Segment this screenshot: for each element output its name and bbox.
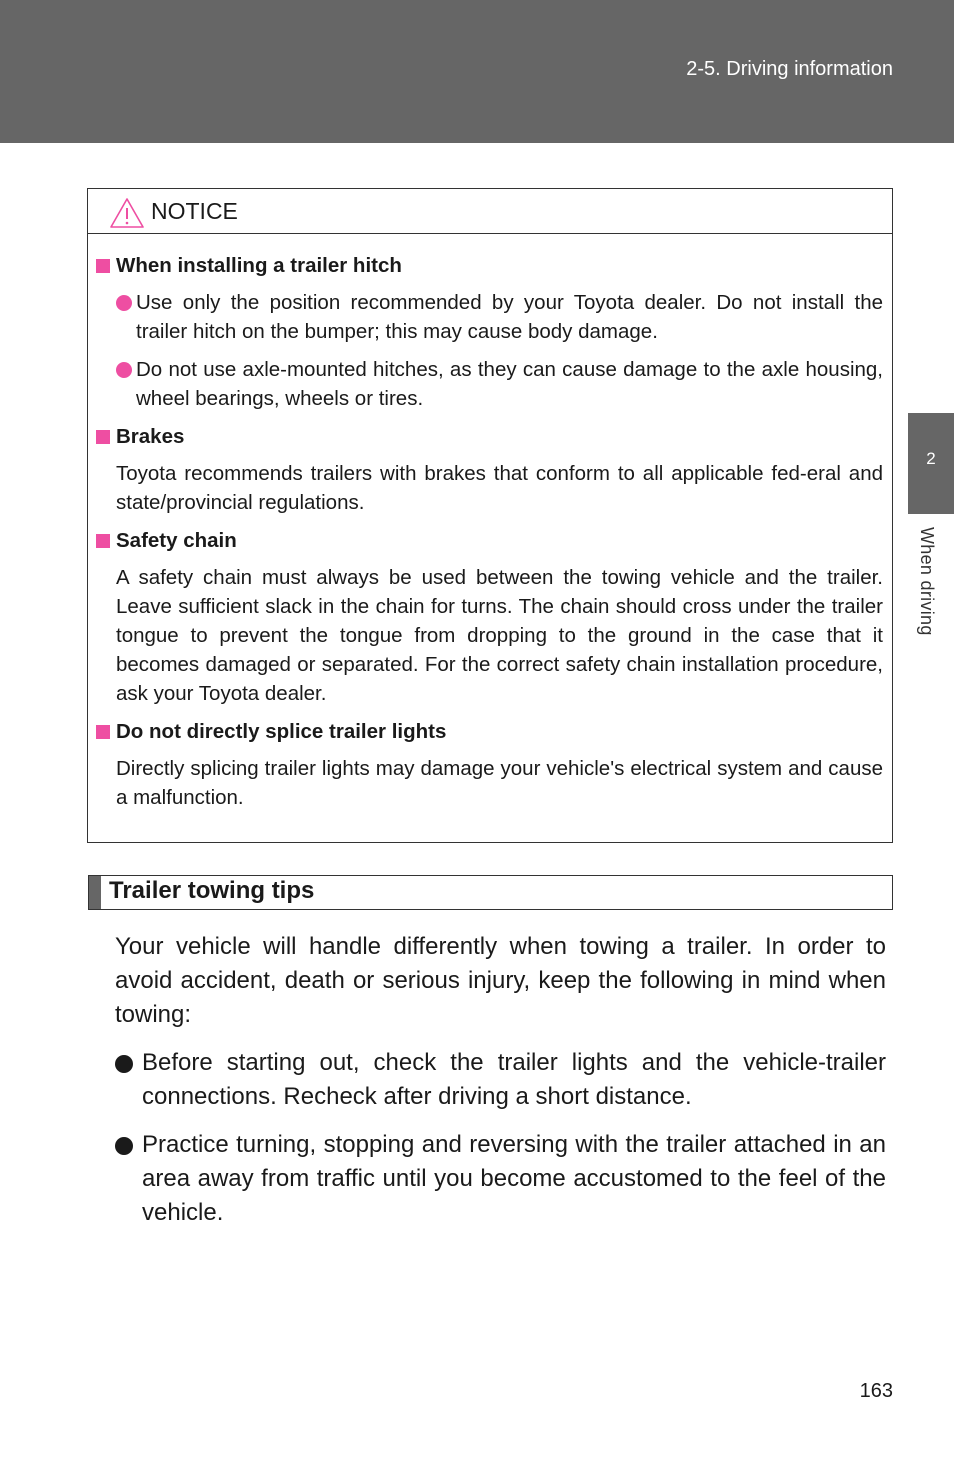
chapter-number: 2 (926, 449, 936, 468)
heading-bar (89, 876, 101, 909)
section-heading-text: Trailer towing tips (109, 877, 315, 904)
intro-paragraph: Your vehicle will handle differently when towing a trailer. In order to avoid accident, death or serious injury, keep the following in mind when towing: (115, 933, 886, 1028)
warning-triangle-icon (109, 197, 145, 229)
circle-bullet-icon (115, 1055, 133, 1073)
list-item: Practice turning, stopping and reversing with the trailer attached in an area away from traffic until you become accustomed to the feel of the vehicle. (115, 1128, 886, 1230)
notice-heading-splice: Do not directly splice trailer lights (96, 717, 883, 746)
notice-title: NOTICE (151, 198, 238, 224)
notice-box (87, 188, 893, 843)
square-bullet-icon (96, 430, 110, 444)
section-heading (88, 875, 893, 910)
page-number: 163 (859, 1380, 893, 1402)
list-item: Before starting out, check the trailer lights and the vehicle-trailer connections. Recheck after driving a short distance. (115, 1046, 886, 1114)
notice-header (88, 189, 892, 234)
circle-bullet-icon (115, 1137, 133, 1155)
notice-bullet: Do not use axle-mounted hitches, as they can cause damage to the axle housing, wheel bearings, wheels or tires. (96, 355, 883, 413)
page-header (0, 0, 954, 143)
chapter-tab (908, 413, 954, 514)
notice-heading-hitch: When installing a trailer hitch (96, 251, 883, 280)
section-label: 2-5. Driving information (686, 58, 893, 80)
circle-bullet-icon (116, 362, 132, 378)
chapter-label: When driving (917, 527, 937, 636)
notice-bullet: Use only the position recommended by your Toyota dealer. Do not install the trailer hitch on the bumper; this may cause body damage. (96, 288, 883, 346)
notice-paragraph: Directly splicing trailer lights may damage your vehicle's electrical system and cause a malfunction. (116, 757, 883, 809)
notice-paragraph: Toyota recommends trailers with brakes that conform to all applicable fed-eral and state/provincial regulations. (116, 462, 883, 514)
square-bullet-icon (96, 725, 110, 739)
square-bullet-icon (96, 259, 110, 273)
notice-body (88, 234, 892, 812)
notice-heading-safety-chain: Safety chain (96, 526, 883, 555)
circle-bullet-icon (116, 295, 132, 311)
notice-paragraph: A safety chain must always be used between the towing vehicle and the trailer. Leave sufficient slack in the chain for turns. The chain should cross under the trailer tongue to prevent the tongue from dropping to the ground in the case that it becomes damaged or separated. For the correct safety chain installation procedure, ask your Toyota dealer. (116, 566, 883, 705)
main-content (115, 930, 886, 1244)
square-bullet-icon (96, 534, 110, 548)
notice-heading-brakes: Brakes (96, 422, 883, 451)
